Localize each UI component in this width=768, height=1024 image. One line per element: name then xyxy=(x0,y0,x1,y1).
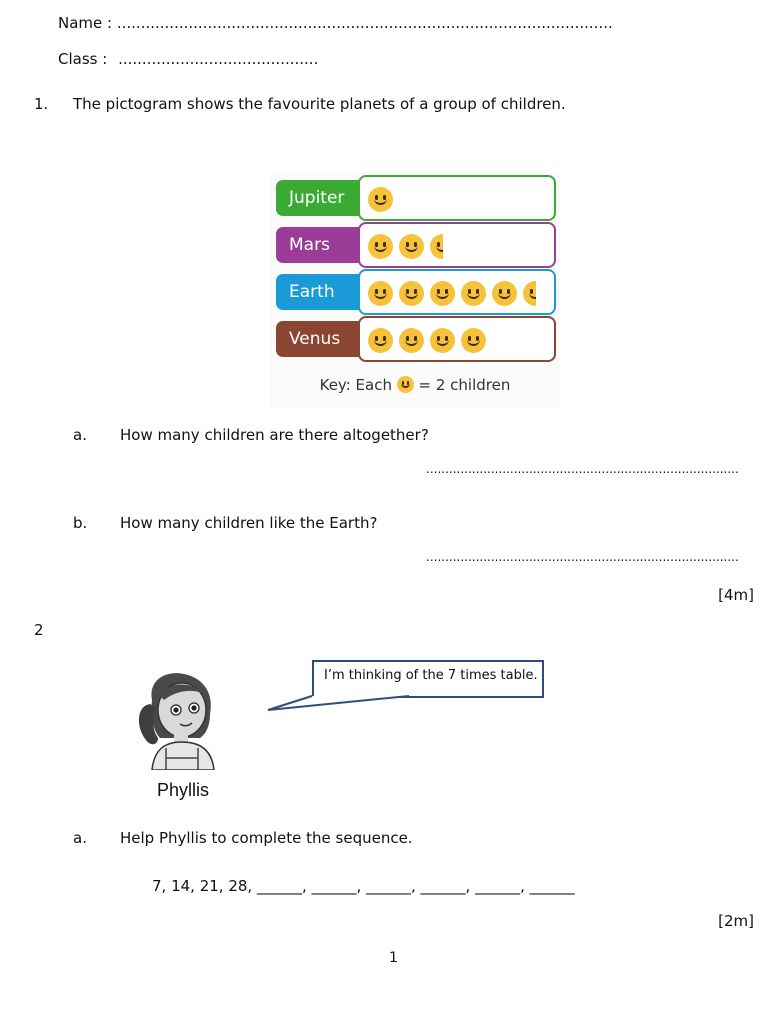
character-name: Phyllis xyxy=(157,780,210,800)
girl-illustration xyxy=(130,666,230,770)
q1a-letter: a. xyxy=(73,426,87,444)
smiley-box xyxy=(358,222,556,268)
q1-text: The pictogram shows the favourite planets of a group of children. xyxy=(73,95,566,113)
name-label: Name : xyxy=(58,14,113,32)
q1a-text: How many children are there altogether? xyxy=(120,426,429,444)
q1b-answer-line[interactable]: .................................................................................. xyxy=(426,550,739,564)
smiley-icon xyxy=(399,234,424,259)
q1b-letter: b. xyxy=(73,514,88,532)
smiley-icon xyxy=(523,281,536,306)
q2a-text: Help Phyllis to complete the sequence. xyxy=(120,829,413,847)
class-label: Class : xyxy=(58,50,108,68)
pictogram-key xyxy=(270,376,560,394)
q1b-text: How many children like the Earth? xyxy=(120,514,378,532)
smiley-icon xyxy=(397,376,414,393)
q2-number: 2 xyxy=(34,621,44,639)
pictogram xyxy=(270,172,560,408)
smiley-icon xyxy=(368,328,393,353)
planet-label-earth: Earth xyxy=(276,274,362,310)
smiley-icon xyxy=(368,187,393,212)
smiley-icon xyxy=(461,328,486,353)
speech-bubble-tail xyxy=(266,694,416,714)
key-suffix: = 2 children xyxy=(418,376,511,394)
class-line xyxy=(58,50,318,68)
smiley-box xyxy=(358,316,556,362)
planet-label-jupiter: Jupiter xyxy=(276,180,362,216)
smiley-icon xyxy=(461,281,486,306)
name-line xyxy=(58,14,613,32)
page-number: 1 xyxy=(389,950,398,966)
q2a-letter: a. xyxy=(73,829,87,847)
class-dots[interactable]: .......................................... xyxy=(118,50,319,68)
smiley-icon xyxy=(399,281,424,306)
smiley-icon xyxy=(368,234,393,259)
smiley-box xyxy=(358,269,556,315)
q1-number: 1. xyxy=(34,95,49,113)
smiley-icon xyxy=(430,281,455,306)
sequence-answer[interactable]: 7, 14, 21, 28, ______, ______, ______, ______, ______, ______ xyxy=(152,877,575,895)
smiley-box xyxy=(358,175,556,221)
smiley-icon xyxy=(430,328,455,353)
q2-marks: [2m] xyxy=(718,912,754,930)
speech-bubble-text: I’m thinking of the 7 times table. xyxy=(324,668,538,683)
smiley-icon xyxy=(430,234,443,259)
key-prefix: Key: Each xyxy=(319,376,392,394)
planet-label-venus: Venus xyxy=(276,321,362,357)
speech-bubble xyxy=(312,660,544,698)
q1-marks: [4m] xyxy=(718,586,754,604)
q1a-answer-line[interactable]: .................................................................................. xyxy=(426,462,739,476)
name-dots[interactable]: ........................................................................................................ xyxy=(116,14,613,32)
smiley-icon xyxy=(492,281,517,306)
smiley-icon xyxy=(368,281,393,306)
smiley-icon xyxy=(399,328,424,353)
planet-label-mars: Mars xyxy=(276,227,362,263)
